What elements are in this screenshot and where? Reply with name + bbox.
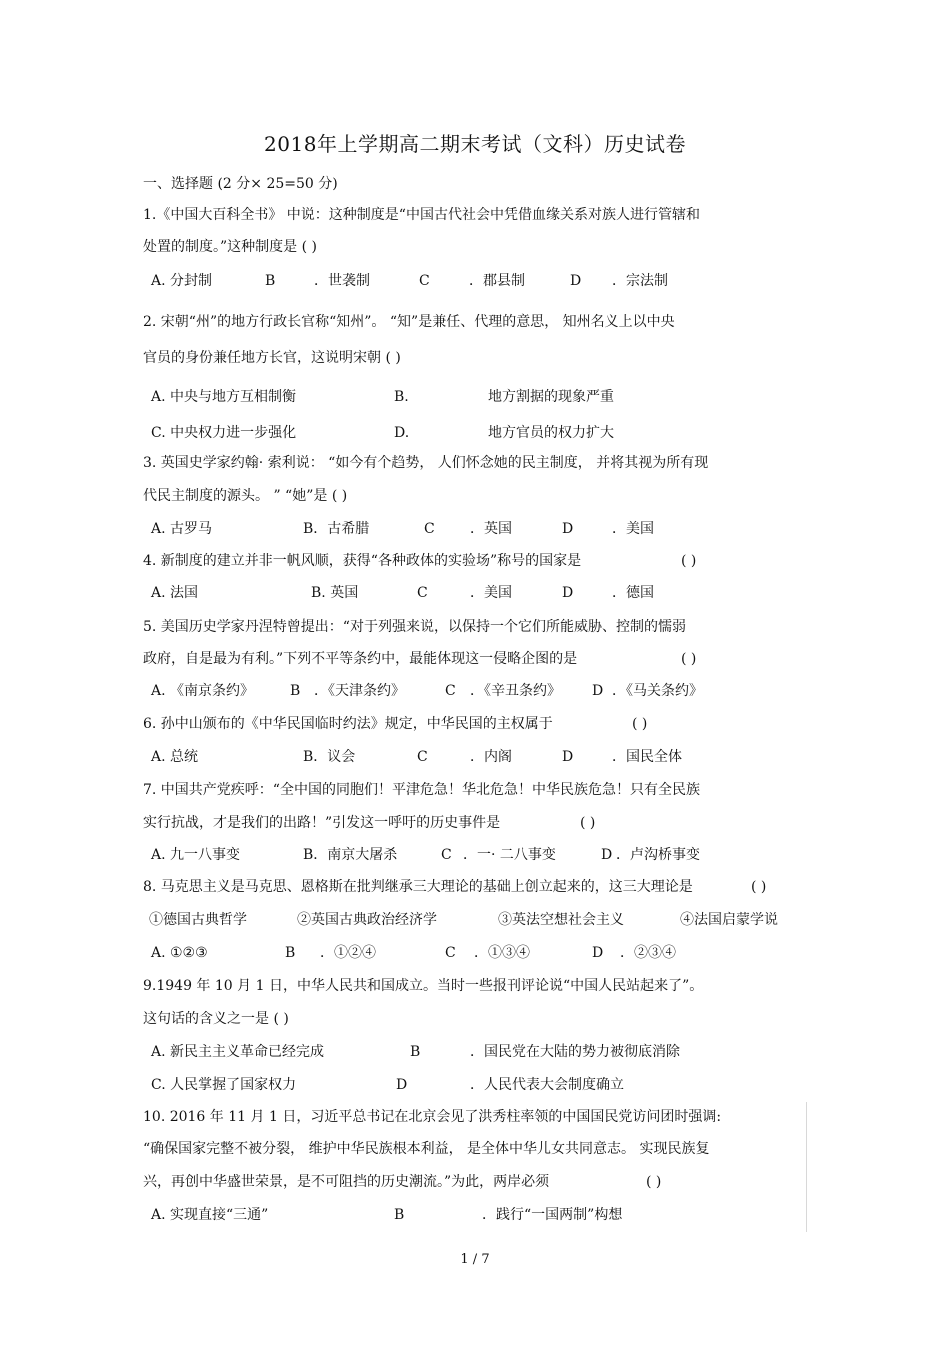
- option-c-letter: C: [417, 749, 428, 765]
- question-text: 10. 2016 年 11 月 1 日，习近平总书记在北京会见了洪秀柱率领的中国国民党访问团时强调:: [143, 1109, 722, 1125]
- option-d-letter: D: [396, 1077, 408, 1093]
- option-d-letter: D: [592, 683, 604, 699]
- statement-3: ③英法空想社会主义: [498, 912, 624, 928]
- answer-blank: ( ): [646, 1174, 662, 1190]
- question-text: 6. 孙中山颁布的《中华民国临时约法》规定，中华民国的主权属于: [143, 716, 553, 732]
- option-c: ．《辛丑条约》: [470, 683, 561, 699]
- option-b: 地方割据的现象严重: [488, 389, 614, 405]
- option-c: C. 人民掌握了国家权力: [151, 1077, 297, 1093]
- option-b-letter: B: [265, 273, 276, 289]
- option-d: ．宗法制: [612, 273, 668, 289]
- option-d-letter: D.: [394, 425, 410, 441]
- option-c: ．英国: [470, 521, 512, 537]
- statement-1: ①德国古典哲学: [149, 912, 247, 928]
- question-text: 2. 宋朝“州”的地方行政长官称“知州”。 “知”是兼任、代理的意思， 知州名义上以中央: [143, 314, 675, 330]
- option-b: ．《天津条约》: [314, 683, 405, 699]
- option-d-letter: D: [562, 585, 574, 601]
- option-b: B. 英国: [311, 585, 359, 601]
- question-text: 兴，再创中华盛世荣景，是不可阻挡的历史潮流。”为此，两岸必须: [143, 1174, 550, 1190]
- question-text: 处置的制度。”这种制度是 ( ): [143, 239, 317, 255]
- option-d: ．国民全体: [612, 749, 682, 765]
- option-b: B．古希腊: [303, 521, 370, 537]
- question-text: 这句话的含义之一是 ( ): [143, 1011, 289, 1027]
- option-a: A. 新民主主义革命已经完成: [151, 1044, 325, 1060]
- option-a: A. 《南京条约》: [151, 683, 255, 699]
- statement-4: ④法国启蒙学说: [680, 912, 778, 928]
- option-a: A. 中央与地方互相制衡: [151, 389, 297, 405]
- option-b: ．①②④: [320, 945, 376, 961]
- option-c: ．一· 二八事变: [463, 847, 556, 863]
- statement-2: ②英国古典政治经济学: [297, 912, 437, 928]
- question-text: 代民主制度的源头。 ” “她”是 ( ): [143, 488, 348, 504]
- option-d: ．卢沟桥事变: [616, 847, 700, 863]
- option-d-letter: D: [601, 847, 613, 863]
- option-b: ．世袭制: [314, 273, 370, 289]
- option-d: ．人民代表大会制度确立: [470, 1077, 624, 1093]
- option-c: ．美国: [470, 585, 512, 601]
- option-b: B．南京大屠杀: [303, 847, 398, 863]
- option-b-letter: B.: [394, 389, 409, 405]
- option-c-letter: C: [424, 521, 435, 537]
- option-a: A. 实现直接“三通”: [151, 1207, 269, 1223]
- question-text: 8. 马克思主义是马克思、恩格斯在批判继承三大理论的基础上创立起来的，这三大理论是: [143, 879, 693, 895]
- option-d-letter: D: [562, 749, 574, 765]
- option-d-letter: D: [562, 521, 574, 537]
- question-text: 实行抗战，才是我们的出路！”引发这一呼吁的历史事件是: [143, 815, 501, 831]
- option-b-letter: B: [410, 1044, 421, 1060]
- option-b: B．议会: [303, 749, 356, 765]
- option-d: ．②③④: [620, 945, 676, 961]
- option-a: A. 分封制: [151, 273, 213, 289]
- scan-edge-line: [806, 1102, 807, 1232]
- option-c-letter: C: [441, 847, 452, 863]
- option-d: 地方官员的权力扩大: [488, 425, 614, 441]
- option-b: ．国民党在大陆的势力被彻底消除: [470, 1044, 680, 1060]
- option-c-letter: C: [445, 683, 456, 699]
- option-c: ．①③④: [474, 945, 530, 961]
- answer-blank: ( ): [580, 815, 596, 831]
- option-a: A. 总统: [151, 749, 199, 765]
- option-d: ．《马关条约》: [612, 683, 703, 699]
- option-c: ．郡县制: [469, 273, 525, 289]
- option-b: ．践行“一国两制”构想: [482, 1207, 623, 1223]
- question-text: 5. 美国历史学家丹涅特曾提出：“对于列强来说，以保持一个它们所能威胁、控制的懦弱: [143, 619, 686, 635]
- answer-blank: ( ): [681, 651, 697, 667]
- question-text: 4. 新制度的建立并非一帆风顺，获得“各种政体的实验场”称号的国家是: [143, 553, 582, 569]
- answer-blank: ( ): [681, 553, 697, 569]
- option-c-letter: C: [419, 273, 430, 289]
- option-d-letter: D: [570, 273, 582, 289]
- option-b-letter: B: [290, 683, 301, 699]
- option-c: ．内阁: [470, 749, 512, 765]
- option-d: ．德国: [612, 585, 654, 601]
- option-a: A. 九一八事变: [151, 847, 241, 863]
- option-c-letter: C: [417, 585, 428, 601]
- section-heading: 一、选择题 (2 分× 25=50 分): [143, 176, 338, 192]
- question-text: 7. 中国共产党疾呼：“全中国的同胞们！平津危急！华北危急！中华民族危急！只有全民族: [143, 782, 700, 798]
- option-a: A. 古罗马: [151, 521, 213, 537]
- exam-title: 2018年上学期高二期末考试（文科）历史试卷: [264, 132, 686, 156]
- page-number: 1 / 7: [460, 1252, 490, 1267]
- question-text: 1.《中国大百科全书》 中说：这种制度是“中国古代社会中凭借血缘关系对族人进行管辖和: [143, 207, 700, 223]
- answer-blank: ( ): [632, 716, 648, 732]
- question-text: 政府，自是最为有利。”下列不平等条约中，最能体现这一侵略企图的是: [143, 651, 578, 667]
- answer-blank: ( ): [751, 879, 767, 895]
- option-a: A. 法国: [151, 585, 199, 601]
- option-d-letter: D: [592, 945, 604, 961]
- question-text: 3. 英国史学家约翰· 索利说： “如今有个趋势， 人们怀念她的民主制度， 并将其视为所有现: [143, 455, 709, 471]
- option-b-letter: B: [285, 945, 296, 961]
- question-text: 9.1949 年 10 月 1 日，中华人民共和国成立。当时一些报刊评论说“中国人民站起来了”。: [143, 978, 704, 994]
- option-c-letter: C: [445, 945, 456, 961]
- option-b-letter: B: [394, 1207, 405, 1223]
- question-text: 官员的身份兼任地方长官，这说明宋朝 ( ): [143, 350, 401, 366]
- option-c: C. 中央权力进一步强化: [151, 425, 297, 441]
- option-d: ．美国: [612, 521, 654, 537]
- question-text: “确保国家完整不被分裂， 维护中华民族根本利益， 是全体中华儿女共同意志。 实现民族复: [143, 1141, 710, 1157]
- option-a: A. ①②③: [151, 945, 208, 961]
